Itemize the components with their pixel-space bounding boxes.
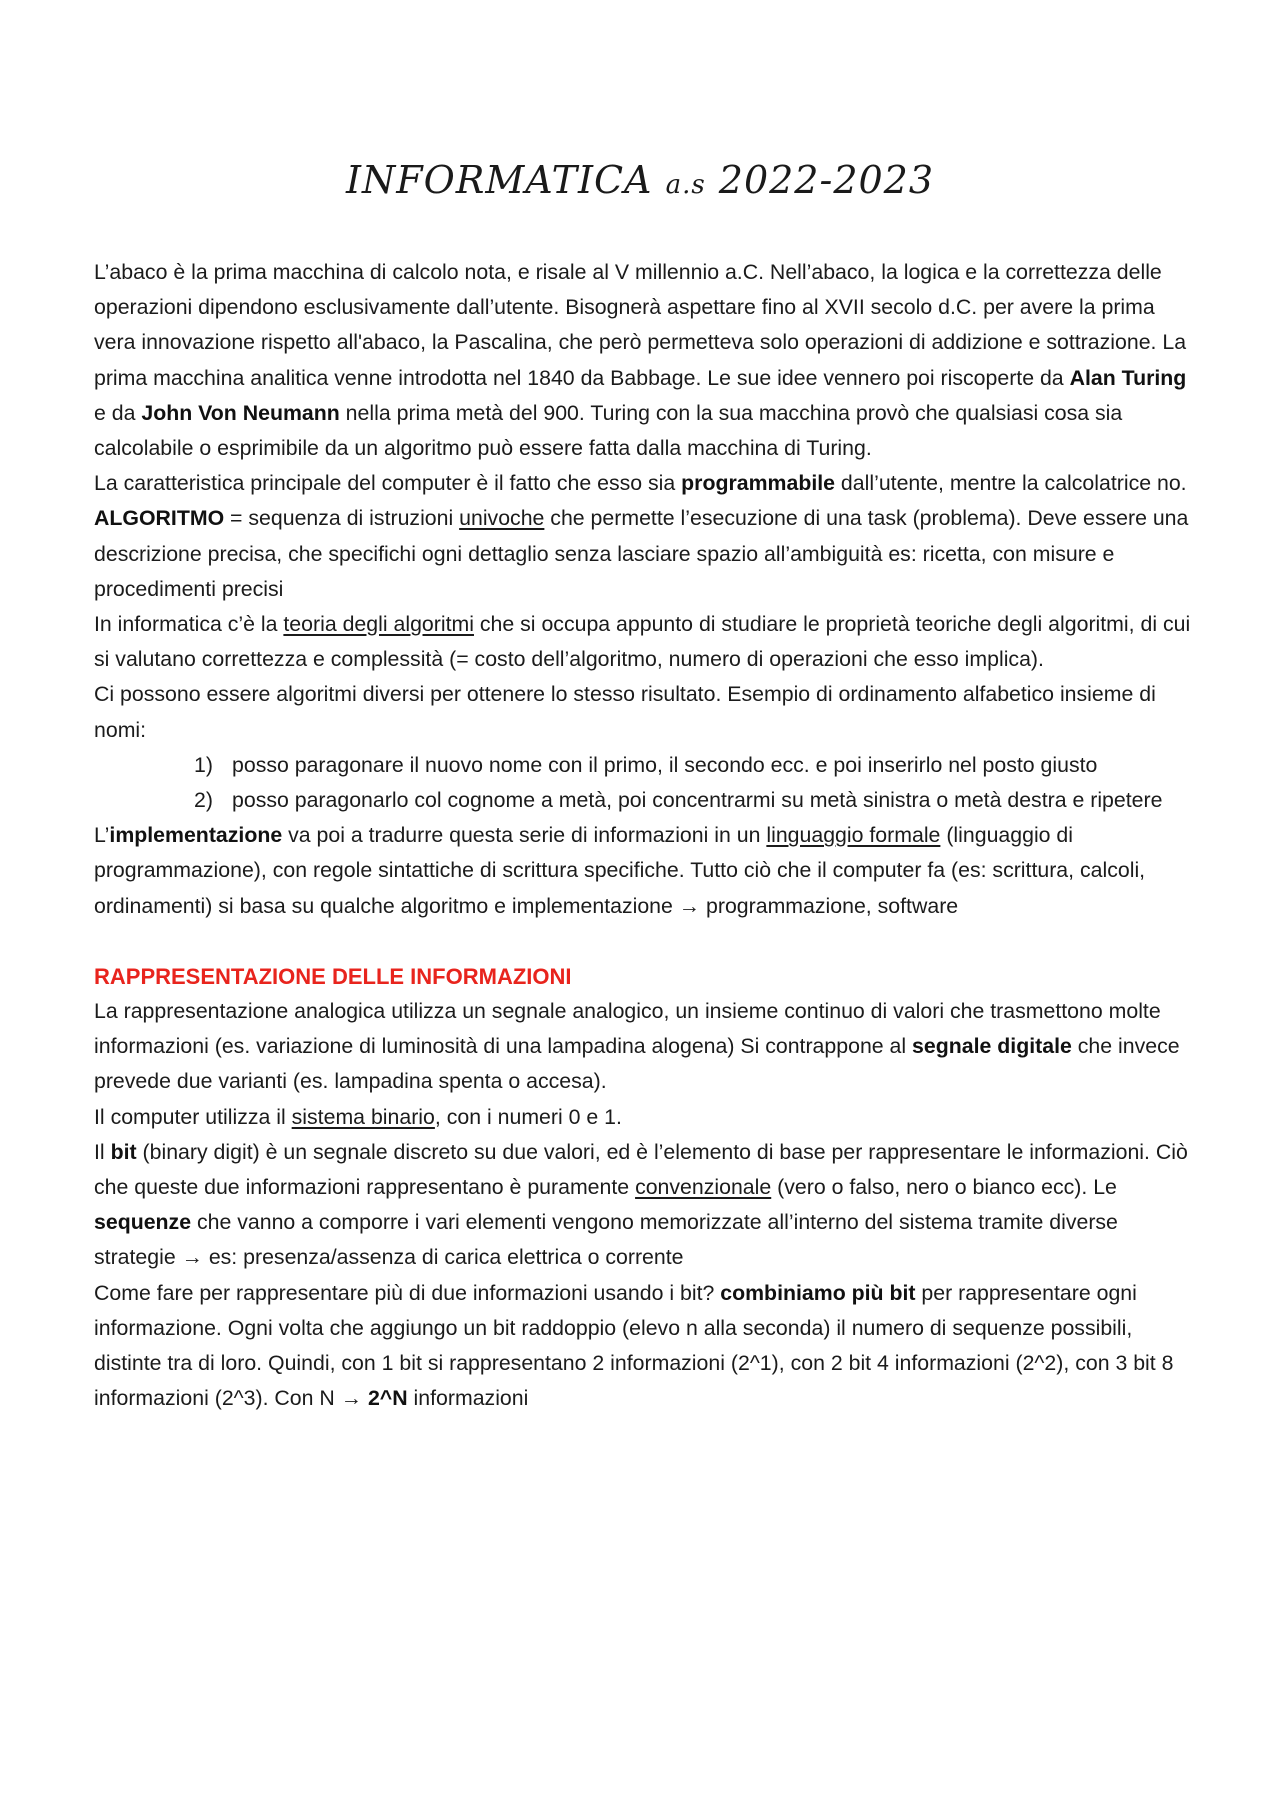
bold-combiniamo: combiniamo più bit (720, 1280, 916, 1305)
text: che permette l’esecuzione di una task (problema). Deve essere una descrizione precisa, che specifichi ogni dettaglio senza lasciare spazio all’ambiguità es: ricetta, con misure e procedimenti precisi (94, 506, 1189, 601)
paragraph-programmabile (94, 466, 1199, 501)
spacer (94, 924, 1199, 959)
text: dall’utente, mentre la calcolatrice no. (835, 471, 1187, 496)
list-number: 2) (194, 788, 213, 813)
list-item (94, 783, 1199, 818)
list-text: posso paragonarlo col cognome a metà, poi concentrarmi su metà sinistra o metà destra e ripetere (232, 788, 1163, 813)
bold-von-neumann: John Von Neumann (141, 400, 340, 425)
underlined-sistema-binario: sistema binario (291, 1104, 435, 1129)
list-number: 1) (194, 752, 213, 777)
paragraph-implementazione (94, 818, 1199, 924)
section-heading: RAPPRESENTAZIONE DELLE INFORMAZIONI (94, 963, 572, 989)
title-year: 2022-2023 (718, 158, 935, 202)
text: (binary digit) è un segnale discreto su due valori, ed è l’elemento di base per rappresentare le informazioni. Ciò che queste due informazioni rappresentano è puramente (94, 1139, 1188, 1200)
title-sub: a.s (665, 170, 706, 200)
text: = sequenza di istruzioni (224, 506, 460, 531)
underlined-linguaggio: linguaggio formale (766, 823, 941, 848)
text: In informatica c’è la (94, 612, 284, 637)
bold-sequenze: sequenze (94, 1210, 192, 1235)
text: (vero o falso, nero o bianco ecc). Le (771, 1175, 1117, 1200)
bold-segnale-digitale: segnale digitale (912, 1034, 1072, 1059)
paragraph-esempio: Ci possono essere algoritmi diversi per ottenere lo stesso risultato. Esempio di ordinamento alfabetico insieme di nomi: (94, 682, 1156, 742)
text: per rappresentare ogni informazione. Ogni volta che aggiungo un bit raddoppio (elevo n alla seconda) il numero di sequenze possibili, distinte tra di loro. Quindi, con 1 bit si rappresentano 2 informazioni (2^1), con 2 bit 4 informazioni (2^2), con 3 bit 8 informazioni (2^3). Con N → (94, 1280, 1174, 1411)
paragraph-algoritmo (94, 501, 1199, 607)
paragraph-binario (94, 1100, 1199, 1135)
underlined-convenzionale: convenzionale (635, 1175, 772, 1200)
text: La rappresentazione analogica utilizza un segnale analogico, un insieme continuo di valori che trasmettono molte informazioni (es. variazione di luminosità di una lampadina alogena) Si contrappone al (94, 999, 1161, 1059)
text: che vanno a comporre i vari elementi vengono memorizzate all’interno del sistema tramite diverse strategie → es: presenza/assenza di carica elettrica o corrente (94, 1210, 1118, 1270)
text: Il (94, 1139, 111, 1164)
paragraph-bit (94, 1135, 1199, 1276)
text: che si occupa appunto di studiare le proprietà teoriche degli algoritmi, di cui si valutano correttezza e complessità (= costo dell’algoritmo, numero di operazioni che esso implica). (94, 612, 1191, 672)
title-main: INFORMATICA (345, 158, 653, 202)
paragraph-combinazioni (94, 1276, 1199, 1417)
text: e da (94, 400, 142, 425)
text: (linguaggio di programmazione), con regole sintattiche di scrittura specifiche. Tutto ciò che il computer fa (es: scrittura, calcoli, ordinamenti) si basa su qualche algoritmo e implementazione → programmazione, software (94, 823, 1146, 918)
text: , con i numeri 0 e 1. (434, 1104, 622, 1129)
text: Il computer utilizza il (94, 1104, 292, 1129)
text: L’abaco è la prima macchina di calcolo nota, e risale al V millennio a.C. Nell’abaco, la logica e la correttezza delle operazioni dipendono esclusivamente dall’utente. Bisognerà aspettare fino al XVII secolo d.C. per avere la prima vera innovazione rispetto all'abaco, la Pascalina, che però permetteva solo operazioni di addizione e sottrazione. La prima macchina analitica venne introdotta nel 1840 da Babbage. Le sue idee vennero poi riscoperte da (94, 260, 1187, 390)
page-title (0, 155, 1280, 210)
text: informazioni (407, 1386, 529, 1411)
document-body (94, 255, 1199, 1417)
text: Come fare per rappresentare più di due informazioni usando i bit? (94, 1280, 721, 1305)
paragraph-analogico (94, 994, 1199, 1100)
bold-alan-turing: Alan Turing (1069, 365, 1187, 390)
text: nella prima metà del 900. Turing con la sua macchina provò che qualsiasi cosa sia calcolabile o esprimibile da un algoritmo può essere fatta dalla macchina di Turing. (94, 400, 1123, 461)
list-item (94, 748, 1199, 783)
list-text: posso paragonare il nuovo nome con il primo, il secondo ecc. e poi inserirlo nel posto giusto (232, 752, 1098, 777)
bold-implementazione: implementazione (109, 823, 283, 848)
numbered-list (94, 748, 1199, 818)
text: L’ (94, 823, 110, 848)
text: che invece prevede due varianti (es. lampadina spenta o accesa). (94, 1034, 1180, 1094)
bold-programmabile: programmabile (681, 471, 836, 496)
bold-formula: 2^N (367, 1386, 408, 1411)
paragraph-teoria (94, 607, 1199, 677)
underlined-univoche: univoche (459, 506, 545, 531)
bold-bit: bit (110, 1139, 137, 1164)
bold-algoritmo: ALGORITMO (94, 506, 225, 531)
text: La caratteristica principale del computer è il fatto che esso sia (94, 471, 682, 496)
underlined-teoria: teoria degli algoritmi (283, 612, 474, 637)
paragraph-history (94, 255, 1199, 466)
text: va poi a tradurre questa serie di informazioni in un (282, 823, 767, 848)
